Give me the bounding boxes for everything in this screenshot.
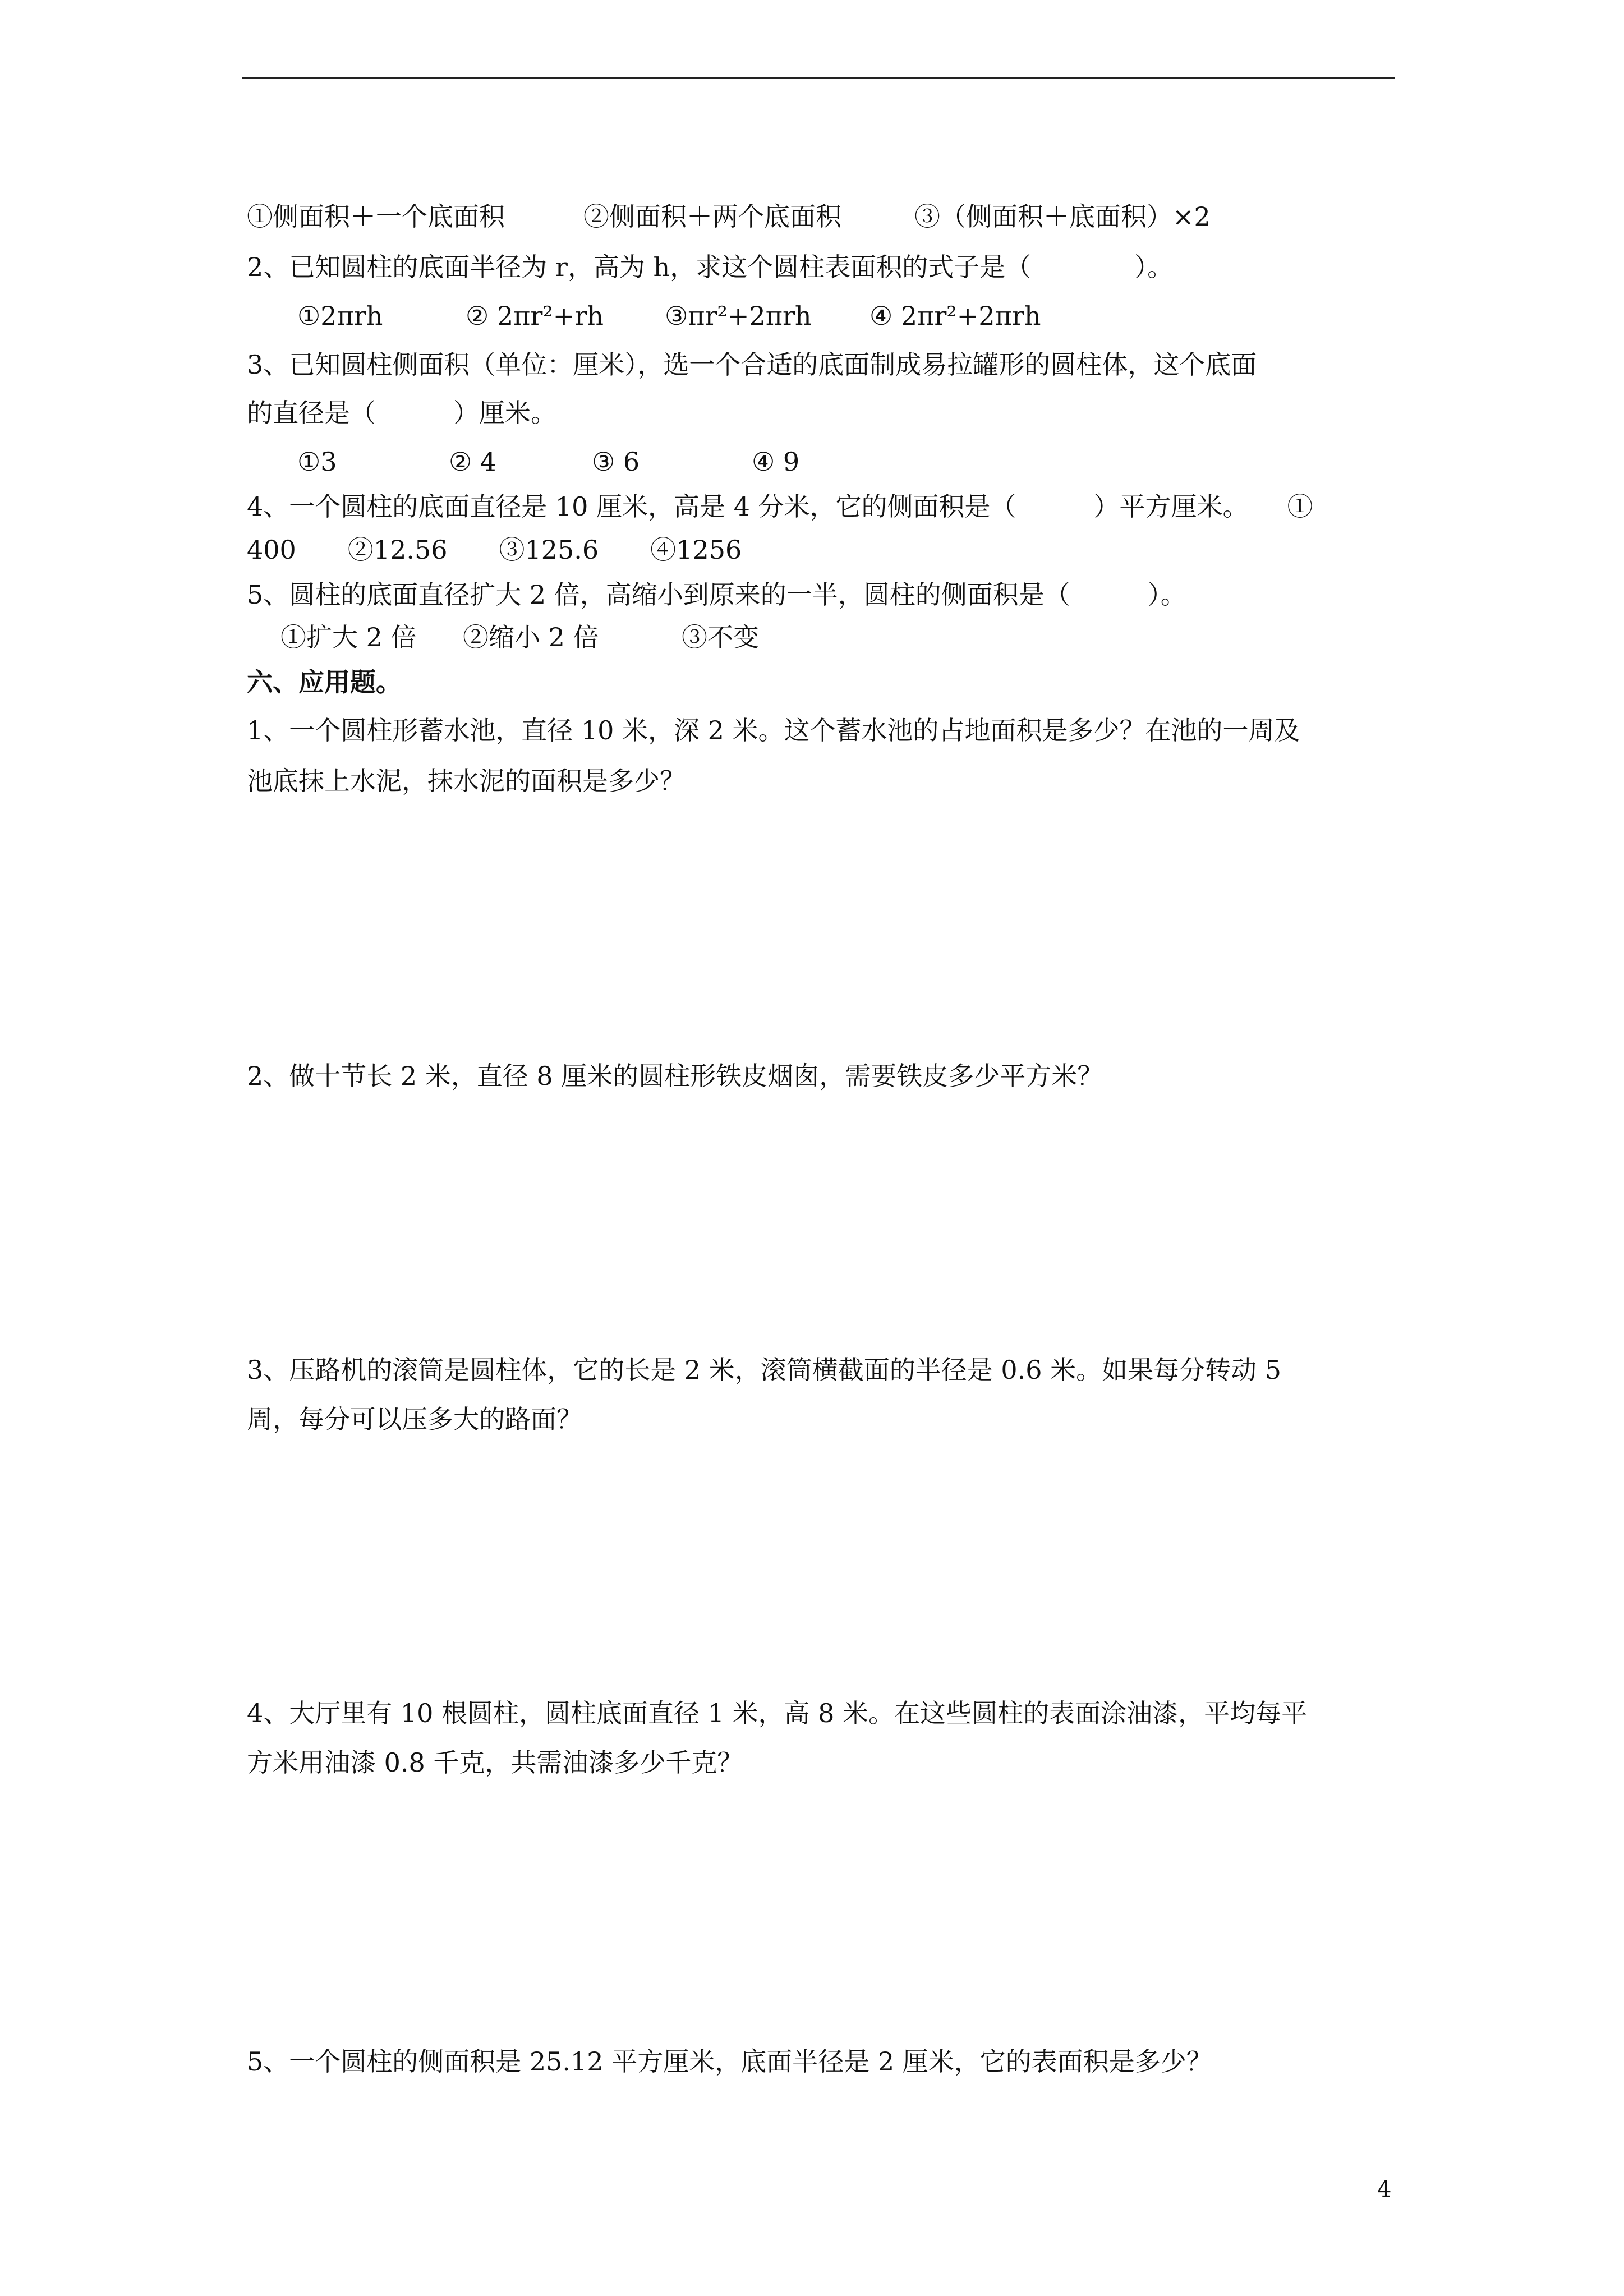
app-problem-4-line2: 方米用油漆 0.8 千克，共需油漆多少千克？ xyxy=(247,1747,743,1778)
q2-option-4: ④ 2πr²+2πrh xyxy=(869,301,1041,331)
q3-option-2: ② 4 xyxy=(449,447,497,477)
q5-options xyxy=(280,620,759,654)
app-problem-3-line1: 3、压路机的滚筒是圆柱体，它的长是 2 米，滚筒横截面的半径是 0.6 米。如果每分转动 5 xyxy=(247,1355,1282,1385)
q3-stem-line2: 的直径是（ ）厘米。 xyxy=(247,398,556,428)
app-problem-3-line2: 周，每分可以压多大的路面？ xyxy=(247,1404,582,1434)
q1-option-1: ①侧面积＋一个底面积 xyxy=(247,201,505,232)
q2-option-3: ③πr²+2πrh xyxy=(665,301,812,331)
header-rule xyxy=(242,77,1395,79)
q5-option-1: ①扩大 2 倍 xyxy=(280,622,417,652)
q5-option-3: ③不变 xyxy=(682,622,759,652)
q1-option-3: ③（侧面积＋底面积）×2 xyxy=(914,201,1211,232)
q3-option-4: ④ 9 xyxy=(752,447,800,477)
q5-stem: 5、圆柱的底面直径扩大 2 倍，高缩小到原来的一半，圆柱的侧面积是（ ）。 xyxy=(247,579,1186,610)
q2-stem: 2、已知圆柱的底面半径为 r，高为 h，求这个圆柱表面积的式子是（ ）。 xyxy=(247,252,1174,282)
app-problem-1-line2: 池底抹上水泥，抹水泥的面积是多少？ xyxy=(247,766,686,796)
q5-option-2: ②缩小 2 倍 xyxy=(463,622,599,652)
q2-option-2: ② 2πr²+rh xyxy=(466,301,604,331)
q2-option-1: ①2πrh xyxy=(297,301,383,331)
app-problem-1-line1: 1、一个圆柱形蓄水池，直径 10 米，深 2 米。这个蓄水池的占地面积是多少？在池的一周及 xyxy=(247,715,1300,746)
section-title: 六、应用题。 xyxy=(247,667,402,697)
q3-option-1: ①3 xyxy=(297,447,337,477)
app-problem-4-line1: 4、大厅里有 10 根圆柱，圆柱底面直径 1 米，高 8 米。在这些圆柱的表面涂油漆，平均每平 xyxy=(247,1698,1308,1728)
q4-stem-line1: 4、一个圆柱的底面直径是 10 厘米，高是 4 分米，它的侧面积是（ ）平方厘米。 ① xyxy=(247,491,1313,522)
q3-stem-line1: 3、已知圆柱侧面积（单位：厘米），选一个合适的底面制成易拉罐形的圆柱体，这个底面 xyxy=(247,349,1257,380)
q3-options xyxy=(297,445,799,478)
q1-options xyxy=(247,200,1211,233)
app-problem-5: 5、一个圆柱的侧面积是 25.12 平方厘米，底面半径是 2 厘米，它的表面积是多少？ xyxy=(247,2046,1212,2077)
q3-option-3: ③ 6 xyxy=(592,447,640,477)
q4-stem-line2: 400 ②12.56 ③125.6 ④1256 xyxy=(247,535,742,565)
page-number: 4 xyxy=(1377,2177,1392,2202)
q2-options xyxy=(297,299,1041,333)
app-problem-2: 2、做十节长 2 米，直径 8 厘米的圆柱形铁皮烟囱，需要铁皮多少平方米？ xyxy=(247,1061,1103,1091)
q1-option-2: ②侧面积＋两个底面积 xyxy=(583,201,841,232)
